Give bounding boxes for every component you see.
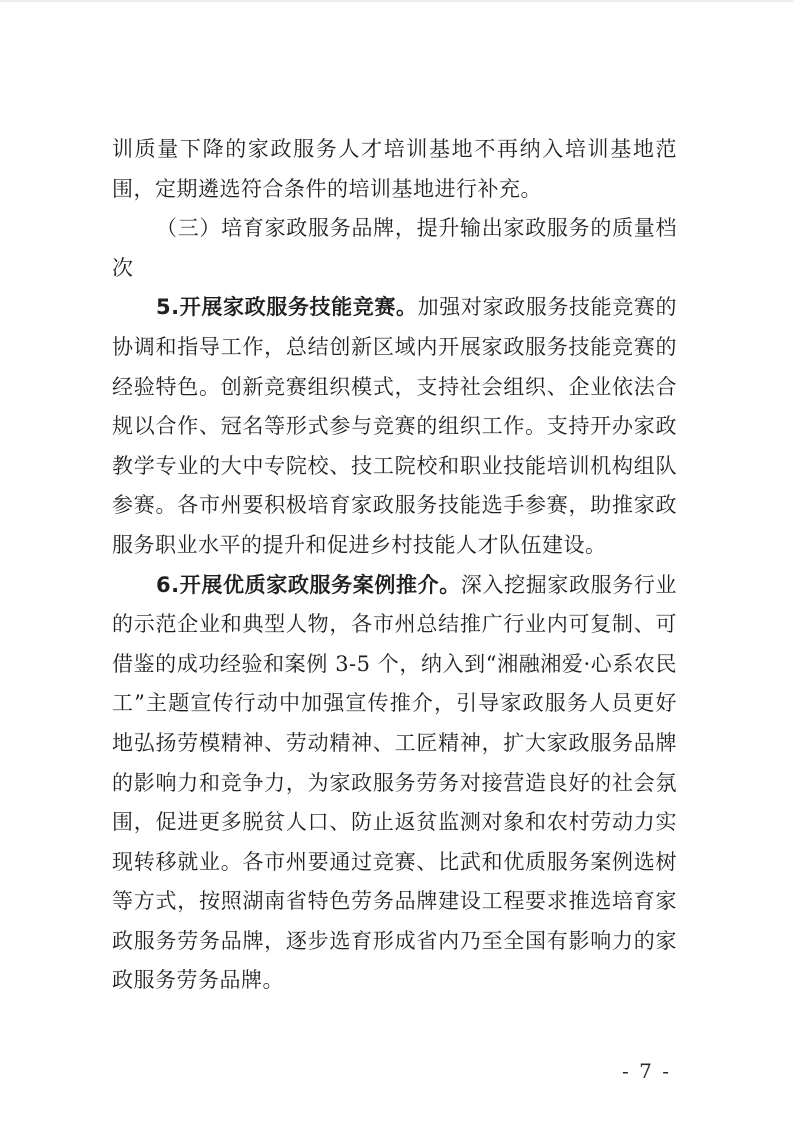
- paragraph-continuation: [112, 130, 677, 209]
- section-heading: [112, 209, 677, 288]
- item-6-lead: 6.开展优质家政服务案例推介。: [156, 572, 461, 597]
- item-5-lead: 5.开展家政服务技能竞赛。: [156, 295, 418, 320]
- section-heading-text: （三）培育家政服务品牌，提升输出家政服务的质量档次: [112, 216, 677, 280]
- paragraph-text: 训质量下降的家政服务人才培训基地不再纳入培训基地范围，定期遴选符合条件的培训基地进行补充。: [112, 137, 677, 201]
- item-6-text: 深入挖掘家政服务行业的示范企业和典型人物，各市州总结推广行业内可复制、可借鉴的成功经验和案例 3-5 个，纳入到“湘融湘爱·心系农民工”主题宣传行动中加强宣传推介，引导家政服务人员更好地弘扬劳模精神、劳动精神、工匠精神，扩大家政服务品牌的影响力和竞争力，为家政服务劳务对接营造良好的社会氛围，促进更多脱贫人口、防止返贫监测对象和农村劳动力实现转移就业。各市州要通过竞赛、比武和优质服务案例选树等方式，按照湖南省特色劳务品牌建设工程要求推选培育家政服务劳务品牌，逐步选育形成省内乃至全国有影响力的家政服务劳务品牌。: [112, 572, 677, 993]
- paragraph-item-6: [112, 566, 677, 1002]
- item-5-text: 加强对家政服务技能竞赛的协调和指导工作，总结创新区域内开展家政服务技能竞赛的经验特色。创新竞赛组织模式，支持社会组织、企业依法合规以合作、冠名等形式参与竞赛的组织工作。支持开办家政教学专业的大中专院校、技工院校和职业技能培训机构组队参赛。各市州要积极培育家政服务技能选手参赛，助推家政服务职业水平的提升和促进乡村技能人才队伍建设。: [112, 295, 677, 557]
- document-body: [112, 130, 677, 1001]
- paragraph-item-5: [112, 288, 677, 565]
- page-number: - 7 -: [622, 1059, 671, 1083]
